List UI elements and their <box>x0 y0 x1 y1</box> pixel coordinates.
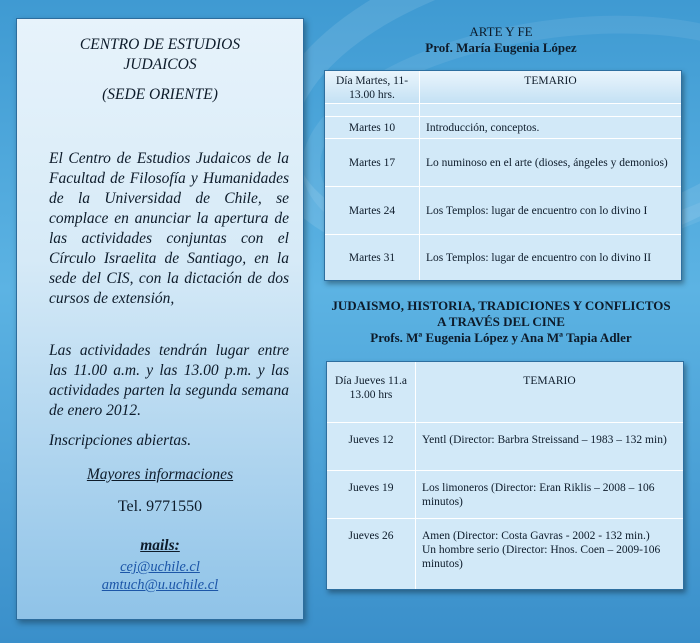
course1-table <box>324 70 682 281</box>
email-link[interactable]: amtuch@u.uchile.cl <box>101 577 219 593</box>
row-topic: Lo numinoso en el arte (dioses, ángeles y demonios) <box>419 139 681 186</box>
course2-title-line: A TRAVÉS DEL CINE <box>437 314 565 329</box>
spacer-cell <box>419 104 681 116</box>
email-link[interactable]: cej@uchile.cl <box>120 559 200 575</box>
phone-number: Tel. 9771550 <box>117 498 203 515</box>
table-row <box>325 234 681 280</box>
course1-prof: Prof. María Eugenia López <box>425 40 577 55</box>
schedule-paragraph: Las actividades tendrán lugar entre las 11.00 a.m. y las 13.00 p.m. y las actividades parten la segunda semana de enero 2012. <box>49 342 289 419</box>
table-row <box>327 470 683 518</box>
row-topic: Introducción, conceptos. <box>419 117 681 138</box>
table-header-row <box>325 71 681 103</box>
row-day: Martes 17 <box>348 156 396 169</box>
spacer-cell <box>325 104 419 116</box>
table-header-row <box>327 362 683 422</box>
title-line: JUDAICOS <box>123 56 197 73</box>
more-info-heading: Mayores informaciones <box>86 466 234 483</box>
row-topic-cell <box>415 519 683 589</box>
row-topic: Amen (Director: Costa Gavras - 2002 - 132 min.) <box>422 530 650 542</box>
sede-label: (SEDE ORIENTE) <box>102 86 218 103</box>
header-day: Día Jueves 11.a 13.00 hrs <box>334 375 408 401</box>
panel-title <box>17 35 303 75</box>
table-row <box>327 422 683 470</box>
row-topic: Yentl (Director: Barbra Streissand – 1983 – 132 min) <box>415 423 683 470</box>
row-topic: Los Templos: lugar de encuentro con lo divino I <box>419 187 681 234</box>
intro-paragraph: El Centro de Estudios Judaicos de la Facultad de Filosofía y Humanidades de la Universidad de Chile, se complace en anunciar la apertura de las actividades conjuntas con el Círculo Israelita de Santiago, en la sede del CIS, con la dictación de dos cursos de extensión, <box>49 150 289 307</box>
header-topic: TEMARIO <box>419 71 681 103</box>
row-day: Jueves 26 <box>348 530 394 542</box>
table-row <box>325 186 681 234</box>
table-spacer-row <box>325 103 681 116</box>
table-row <box>327 518 683 589</box>
title-line: CENTRO DE ESTUDIOS <box>79 36 241 53</box>
row-day: Martes 24 <box>348 204 396 217</box>
table-row <box>325 138 681 186</box>
row-day: Jueves 19 <box>348 482 394 494</box>
row-topic: Un hombre serio (Director: Hnos. Coen – 2009-106 minutos) <box>422 544 661 570</box>
header-day: Día Martes, 11-13.00 hrs. <box>335 75 409 101</box>
announcement-panel <box>16 18 304 620</box>
table-row <box>325 116 681 138</box>
course2-heading <box>316 298 686 346</box>
inscripciones-text: Inscripciones abiertas. <box>49 432 192 449</box>
mails-label: mails: <box>140 537 180 554</box>
course2-title-line: JUDAISMO, HISTORIA, TRADICIONES Y CONFLICTOS <box>331 298 671 313</box>
row-day: Martes 31 <box>348 251 396 264</box>
header-topic: TEMARIO <box>415 362 683 422</box>
course1-title: ARTE Y FE <box>469 24 533 39</box>
row-day: Martes 10 <box>348 121 396 134</box>
row-topic: Los limoneros (Director: Eran Riklis – 2008 – 106 minutos) <box>415 471 683 518</box>
course2-table <box>326 361 684 590</box>
row-day: Jueves 12 <box>348 434 394 446</box>
row-topic: Los Templos: lugar de encuentro con lo divino II <box>419 235 681 280</box>
course2-profs: Profs. Mª Eugenia López y Ana Mª Tapia Adler <box>370 330 632 345</box>
course1-heading <box>316 24 686 56</box>
